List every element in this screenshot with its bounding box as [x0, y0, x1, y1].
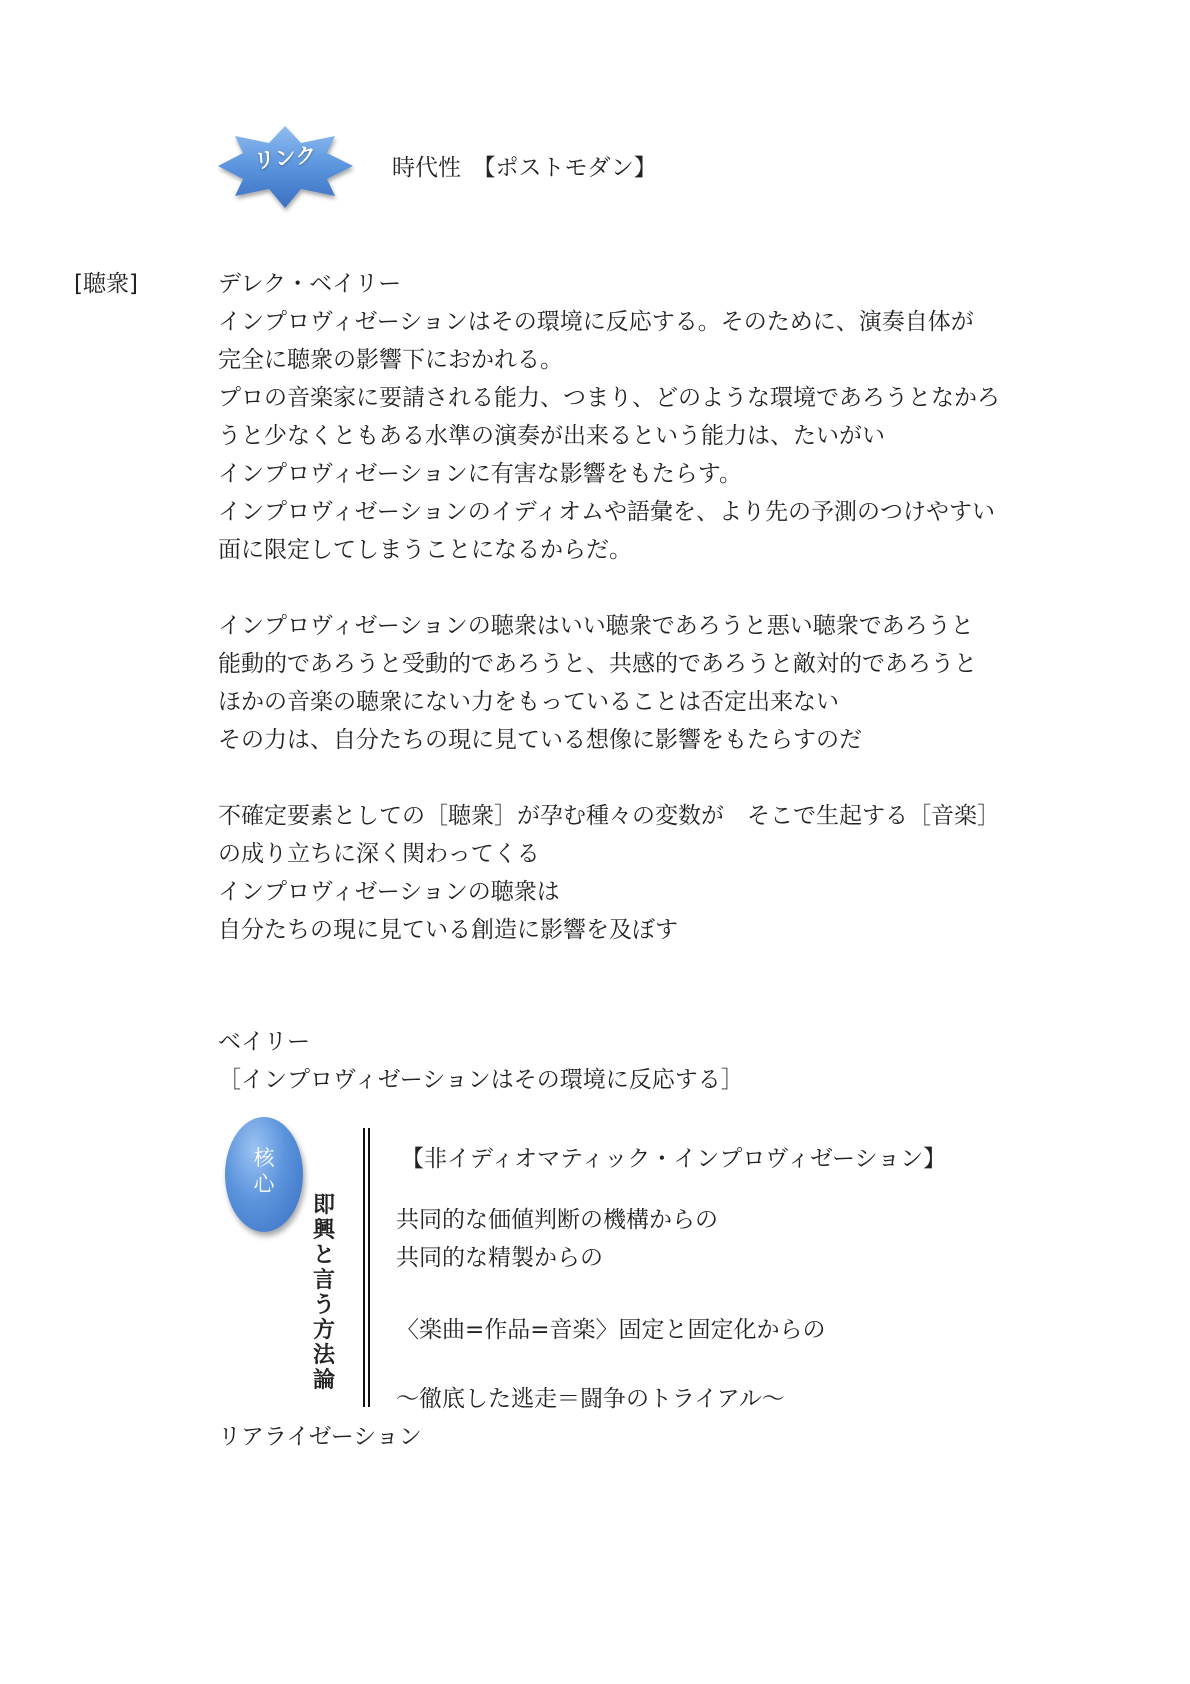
core-line: 共同的な精製からの [396, 1245, 603, 1271]
paragraph-bailey-summary [218, 1023, 744, 1099]
text-line: 自分たちの現に見ている創造に影響を及ぼす [218, 917, 678, 943]
link-badge-label: リンク [252, 142, 318, 174]
core-line: 〜徹底した逃走＝闘争のトライアル〜 [396, 1386, 785, 1412]
text-line: インプロヴィゼーションはその環境に反応する。そのために、演奏自体が [218, 309, 974, 335]
divider-line [368, 1128, 370, 1407]
text-line: インプロヴィゼーションに有害な影響をもたらす。 [218, 461, 742, 487]
core-line: 〈楽曲=作品=音楽〉固定と固定化からの [396, 1317, 826, 1343]
text-line: うと少なくともある水準の演奏が出来るという能力は、たいがい [218, 423, 885, 449]
link-badge[interactable] [216, 122, 364, 214]
text-line: プロの音楽家に要請される能力、つまり、どのような環境であろうとなかろ [218, 385, 1000, 411]
section-label-audience: [聴衆] [74, 271, 138, 297]
page-title: 時代性 【ポストモダン】 [392, 155, 657, 181]
core-oval-label: 核 心 [253, 1146, 275, 1196]
text-line: デレク・ベイリー [218, 271, 402, 297]
paragraph-audience-power [218, 607, 977, 759]
text-line: 面に限定してしまうことになるからだ。 [218, 537, 632, 563]
text-line: ベイリー [218, 1029, 310, 1055]
text-line: の成り立ちに深く関わってくる [218, 841, 540, 867]
text-line: 能動的であろうと受動的であろうと、共感的であろうと敵対的であろうと [218, 651, 977, 677]
core-oval [225, 1117, 303, 1232]
text-line: 完全に聴衆の影響下におかれる。 [218, 347, 563, 373]
core-line: 共同的な価値判断の機構からの [396, 1207, 718, 1233]
divider-line [363, 1128, 365, 1407]
paragraph-uncertainty [218, 797, 1000, 949]
text-line: ほかの音楽の聴衆にない力をもっていることは否定出来ない [218, 689, 839, 715]
text-line: インプロヴィゼーションのイディオムや語彙を、より先の予測のつけやすい [218, 499, 995, 525]
paragraph-bailey-quote [218, 265, 1000, 569]
footer-label-realization: リアライゼーション [218, 1424, 422, 1450]
core-heading: 【非イディオマティック・インプロヴィゼーション】 [401, 1146, 947, 1172]
text-line: 不確定要素としての［聴衆］が孕む種々の変数が そこで生起する［音楽］ [218, 803, 1000, 829]
text-line: ［インプロヴィゼーションはその環境に反応する］ [218, 1067, 744, 1093]
vertical-label-methodology: 即 興 と 言 う 方 法 論 [312, 1193, 335, 1393]
text-line: インプロヴィゼーションの聴衆はいい聴衆であろうと悪い聴衆であろうと [218, 613, 974, 639]
text-line: インプロヴィゼーションの聴衆は [218, 879, 560, 905]
text-line: その力は、自分たちの現に見ている想像に影響をもたらすのだ [218, 727, 862, 753]
